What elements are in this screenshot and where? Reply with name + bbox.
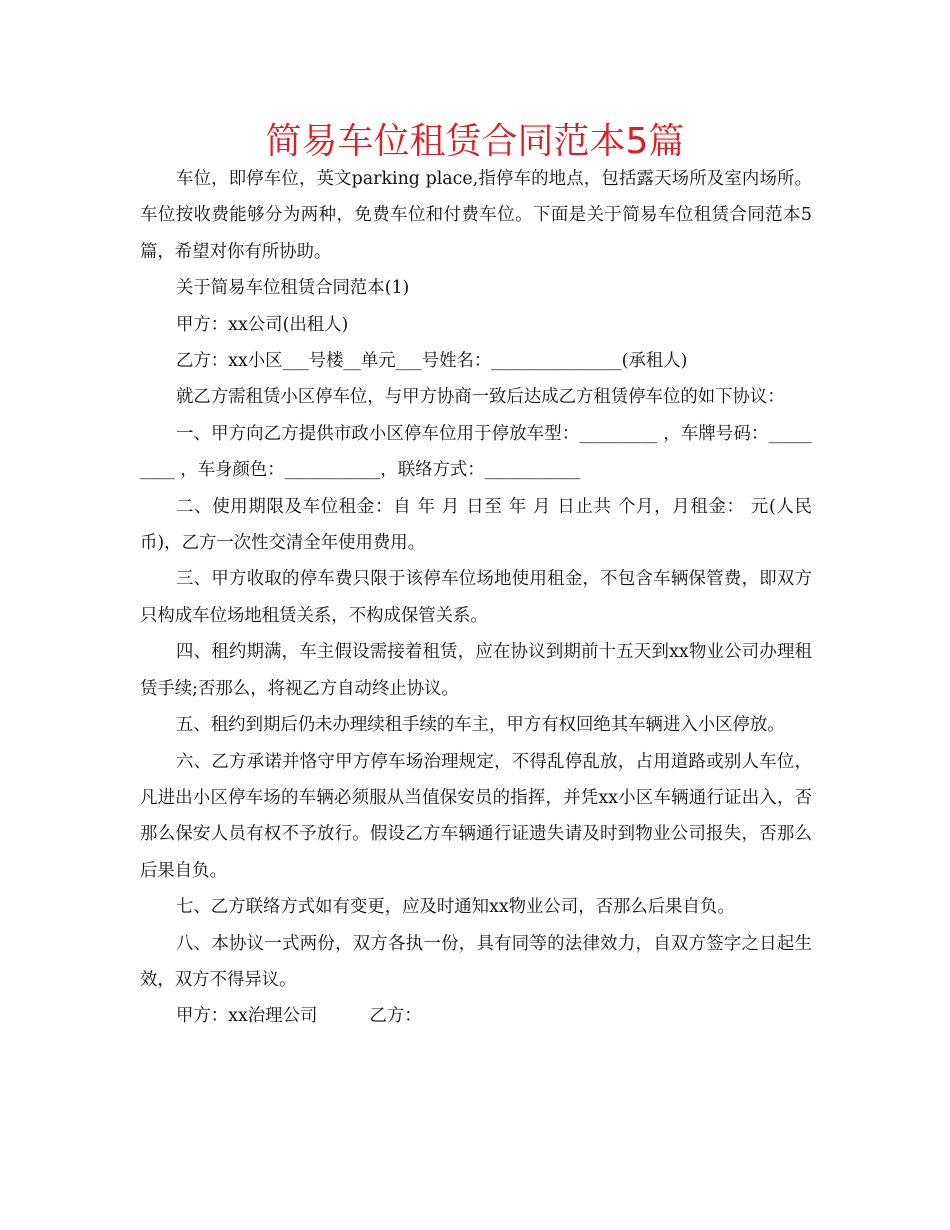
party-b-line: 乙方：xx小区___号楼__单元___号姓名：_______________(承租人) <box>176 351 688 372</box>
clause-4: 四、租约期满，车主假设需接着租赁，应在协议到期前十五天到xx物业公司办理租赁手续;否那么，将视乙方自动终止协议。 <box>140 642 812 699</box>
clause-8: 八、本协议一式两份，双方各执一份，具有同等的法律效力，自双方签字之日起生效，双方不得异议。 <box>140 933 812 990</box>
clause-1: 一、甲方向乙方提供市政小区停车位用于停放车型：_________ ，车牌号码：_________ ，车身颜色：___________，联络方式：___________ <box>140 423 812 481</box>
contract-heading: 关于简易车位租赁合同范本(1) <box>176 278 410 299</box>
clause-3: 三、甲方收取的停车费只限于该停车位场地使用租金，不包含车辆保管费，即双方只构成车位场地租赁关系，不构成保管关系。 <box>140 569 812 626</box>
clause-5: 五、租约到期后仍未办理续租手续的车主，甲方有权回绝其车辆进入小区停放。 <box>176 715 785 736</box>
agreement-preamble: 就乙方需租赁小区停车位，与甲方协商一致后达成乙方租赁停车位的如下协议： <box>176 387 785 408</box>
intro-paragraph: 车位，即停车位，英文parking place,指停车的地点，包括露天场所及室内场所。车位按收费能够分为两种，免费车位和付费车位。下面是关于简易车位租赁合同范本5篇，希望对你有所协助。 <box>140 169 812 262</box>
clause-7: 七、乙方联络方式如有变更，应及时通知xx物业公司，否那么后果自负。 <box>176 897 735 918</box>
document-title: 简易车位租赁合同范本5篇 <box>265 121 685 162</box>
clause-6: 六、乙方承诺并恪守甲方停车场治理规定，不得乱停乱放，占用道路或别人车位，凡进出小区停车场的车辆必须服从当值保安员的指挥，并凭xx小区车辆通行证出入，否那么保安人员有权不予放行。假设乙方车辆通行证遗失请及时到物业公司报失，否那么后果自负。 <box>140 751 812 881</box>
document-body <box>140 161 812 1035</box>
signature-line: 甲方：xx治理公司 乙方： <box>176 1006 422 1027</box>
party-a-line: 甲方：xx公司(出租人) <box>176 314 349 335</box>
clause-2: 二、使用期限及车位租金：自 年 月 日至 年 月 日止共 个月，月租金： 元(人民币)，乙方一次性交清全年使用费用。 <box>140 496 812 554</box>
